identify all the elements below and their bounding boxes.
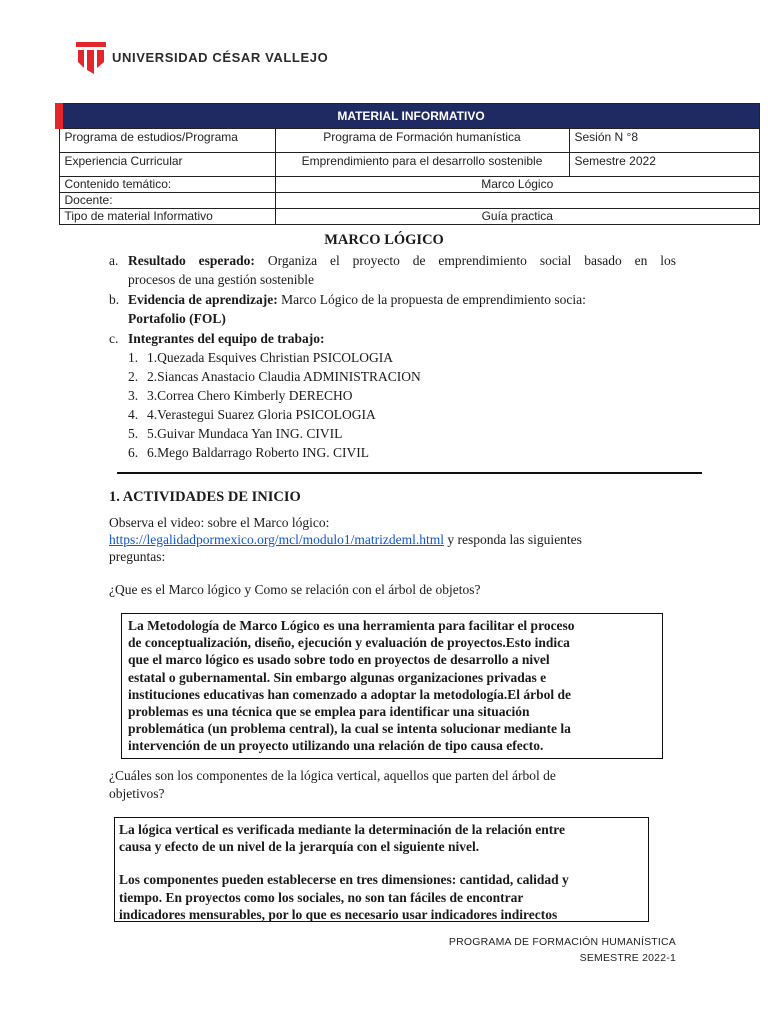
answer-2-line: tiempo. En proyectos como los sociales, no son tan fáciles de encontrar	[119, 889, 524, 905]
answer-1-line: intervención de un proyecto utilizando una relación de tipo causa efecto.	[128, 738, 544, 754]
answer-1-line: estatal o gubernamental. Sin embargo algunas organizaciones privadas e	[128, 669, 547, 685]
item-b-marker: b.	[109, 292, 120, 307]
member-2: 2.Siancas Anastacio Claudia ADMINISTRACION	[147, 369, 421, 384]
teacher-label: Docente:	[59, 193, 275, 209]
item-c-marker: c.	[109, 331, 119, 346]
item-b-text: Marco Lógico de la propuesta de emprendimiento socia:	[281, 292, 586, 307]
footer-program: PROGRAMA DE FORMACIÓN HUMANÍSTICA	[448, 936, 676, 948]
video-after-link: y responda las siguientes	[443, 532, 582, 547]
item-a-marker: a.	[109, 253, 119, 268]
answer-1-line: que el marco lógico es usado sobre todo en proyectos de desarrollo a nivel	[128, 652, 550, 668]
member-5: 5.Guivar Mundaca Yan ING. CIVIL	[147, 426, 343, 441]
answer-1-line: problemática (un problema central), la cual se intenta solucionar mediante la	[128, 721, 571, 737]
video-after-link-2: preguntas:	[109, 549, 166, 564]
answer-1-line: instituciones educativas han comenzado a adoptar la metodología.El árbol de	[128, 686, 572, 702]
answer-1-line: problemas es una técnica que se emplea para identificar una situación	[128, 704, 530, 720]
item-b-label: Evidencia de aprendizaje:	[128, 292, 278, 307]
video-link[interactable]: https://legalidadpormexico.org/mcl/modulo1/matrizdeml.html	[109, 532, 444, 547]
member-3-num: 3.	[128, 388, 139, 403]
content-label: Contenido temático:	[59, 177, 275, 193]
horizontal-rule	[117, 472, 702, 474]
answer-2-line: La lógica vertical es verificada mediante la determinación de la relación entre	[119, 822, 566, 837]
answer-1-box	[121, 613, 663, 759]
member-2-num: 2.	[128, 369, 139, 384]
document-title: MARCO LÓGICO	[324, 232, 444, 248]
answer-2-line: Los componentes pueden establecerse en tres dimensiones: cantidad, calidad y	[119, 872, 569, 888]
material-type-value: Guía practica	[275, 209, 760, 225]
member-4: 4.Verastegui Suarez Gloria PSICOLOGIA	[147, 407, 376, 422]
member-1-num: 1.	[128, 350, 139, 365]
member-6: 6.Mego Baldarrago Roberto ING. CIVIL	[147, 445, 369, 460]
session-number: Sesión N °8	[569, 129, 760, 153]
item-c-label: Integrantes del equipo de trabajo:	[128, 331, 325, 346]
program-label: Programa de estudios/Programa	[59, 129, 275, 153]
question-2-line2: objetivos?	[109, 786, 165, 801]
item-b-portfolio: Portafolio (FOL)	[128, 311, 226, 326]
member-1: 1.Quezada Esquives Christian PSICOLOGIA	[147, 350, 393, 365]
member-4-num: 4.	[128, 407, 139, 422]
item-a-label: Resultado esperado:	[128, 253, 255, 268]
member-3: 3.Correa Chero Kimberly DERECHO	[147, 388, 353, 403]
answer-1-line: La Metodología de Marco Lógico es una herramienta para facilitar el proceso	[128, 618, 575, 633]
video-intro: Observa el video: sobre el Marco lógico:	[109, 515, 330, 530]
section-heading: 1. ACTIVIDADES DE INICIO	[109, 489, 301, 505]
info-table-title: MATERIAL INFORMATIVO	[59, 104, 760, 129]
item-a-line2: procesos de una gestión sostenible	[128, 272, 314, 287]
content-value: Marco Lógico	[275, 177, 760, 193]
program-value: Programa de Formación humanística	[275, 129, 569, 153]
teacher-value	[275, 193, 760, 209]
semester-value: Semestre 2022	[569, 153, 760, 177]
video-link-line	[109, 531, 669, 549]
answer-1-line: de conceptualización, diseño, ejecución y evaluación de proyectos.Esto indica	[128, 635, 570, 651]
footer-semester: SEMESTRE 2022-1	[579, 952, 676, 964]
item-a-line1	[128, 251, 676, 270]
info-table	[55, 103, 760, 225]
answer-2-box	[114, 817, 649, 922]
item-a-text: Organiza el proyecto de emprendimiento social basado en los	[267, 253, 677, 268]
item-b-line1	[128, 290, 676, 309]
question-2-line1: ¿Cuáles son los componentes de la lógica vertical, aquellos que parten del árbol de	[109, 768, 556, 783]
answer-2-gap	[119, 855, 642, 871]
question-1: ¿Que es el Marco lógico y Como se relación con el árbol de objetos?	[109, 582, 481, 597]
university-logo-icon	[76, 42, 106, 74]
member-6-num: 6.	[128, 445, 139, 460]
answer-2-line: causa y efecto de un nivel de la jerarquía con el siguiente nivel.	[119, 839, 480, 855]
course-value: Emprendimiento para el desarrollo sostenible	[275, 153, 569, 177]
material-type-label: Tipo de material Informativo	[59, 209, 275, 225]
member-5-num: 5.	[128, 426, 139, 441]
course-label: Experiencia Curricular	[59, 153, 275, 177]
university-name: UNIVERSIDAD CÉSAR VALLEJO	[112, 50, 329, 65]
answer-2-line: indicadores mensurables, por lo que es necesario usar indicadores indirectos	[119, 906, 558, 922]
